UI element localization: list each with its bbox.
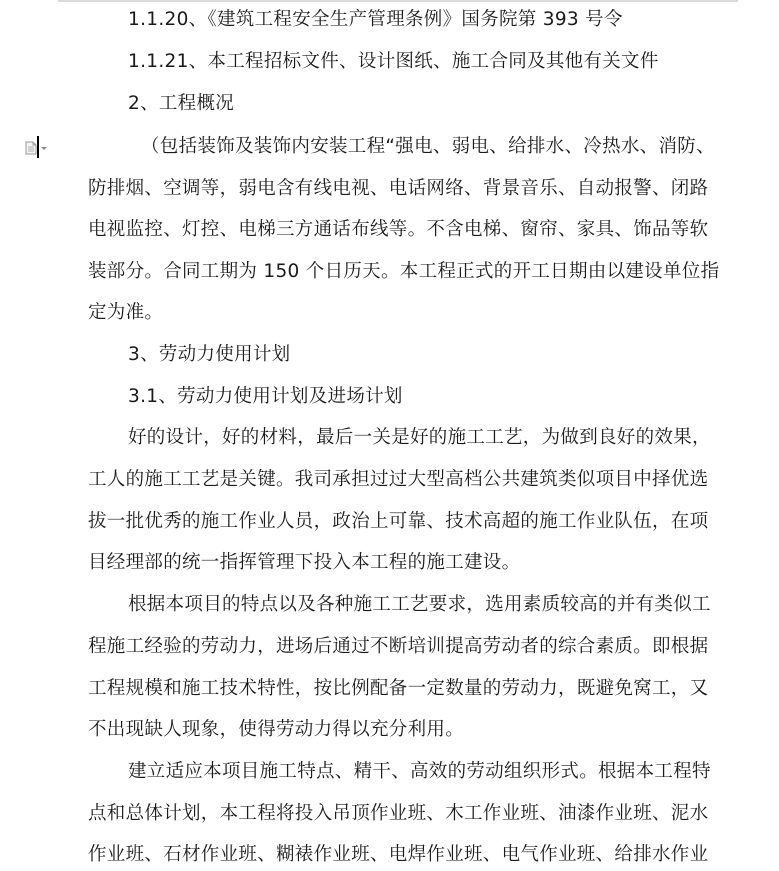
section-heading: 3、劳动力使用计划	[128, 344, 291, 365]
paragraph-line: 不出现缺人现象，使得劳动力得以充分利用。	[88, 719, 465, 740]
paragraph-line: 装部分。合同工期为 150 个日历天。本工程正式的开工日期由以建设单位指	[88, 261, 720, 282]
paragraph-line: 防排烟、空调等，弱电含有线电视、电话网络、背景音乐、自动报警、闭路	[88, 178, 709, 199]
paragraph-line: 好的设计，好的材料，最后一关是好的施工工艺，为做到良好的效果，	[128, 427, 711, 448]
paragraph-line: 根据本项目的特点以及各种施工工艺要求，选用素质较高的并有类似工	[128, 594, 711, 615]
paragraph-line: 程施工经验的劳动力，进场后通过不断培训提高劳动者的综合素质。即根据	[88, 636, 709, 657]
paragraph-line: （包括装饰及装饰内安装工程“强电、弱电、给排水、冷热水、消防、	[141, 136, 715, 157]
paragraph-line: 电视监控、灯控、电梯三方通话布线等。不含电梯、窗帘、家具、饰品等软	[88, 219, 709, 240]
paragraph-line: 定为准。	[88, 302, 164, 323]
paragraph-line: 1.1.20、《建筑工程安全生产管理条例》国务院第 393 号令	[128, 9, 623, 30]
paragraph-line: 1.1.21、本工程招标文件、设计图纸、施工合同及其他有关文件	[128, 51, 659, 72]
paragraph-line: 作业班、石材作业班、糊裱作业班、电焊作业班、电气作业班、给排水作业	[88, 844, 709, 865]
paragraph-line: 拔一批优秀的施工作业人员，政治上可靠、技术高超的施工作业队伍，在项	[88, 511, 709, 532]
paragraph-line: 工程规模和施工技术特性，按比例配备一定数量的劳动力，既避免窝工，又	[88, 678, 709, 699]
text-cursor	[37, 136, 39, 158]
paragraph-line: 建立适应本项目施工特点、精干、高效的劳动组织形式。根据本工程特	[128, 761, 711, 782]
paragraph-line: 工人的施工工艺是关键。我司承担过过大型高档公共建筑类似项目中择优选	[88, 469, 709, 490]
paragraph-line: 目经理部的统一指挥管理下投入本工程的施工建设。	[88, 552, 521, 573]
paragraph-line: 点和总体计划，本工程将投入吊顶作业班、木工作业班、油漆作业班、泥水	[88, 803, 709, 824]
section-heading: 2、工程概况	[128, 93, 235, 114]
subsection-heading: 3.1、劳动力使用计划及进场计划	[128, 386, 403, 407]
page-top-border	[58, 0, 738, 2]
